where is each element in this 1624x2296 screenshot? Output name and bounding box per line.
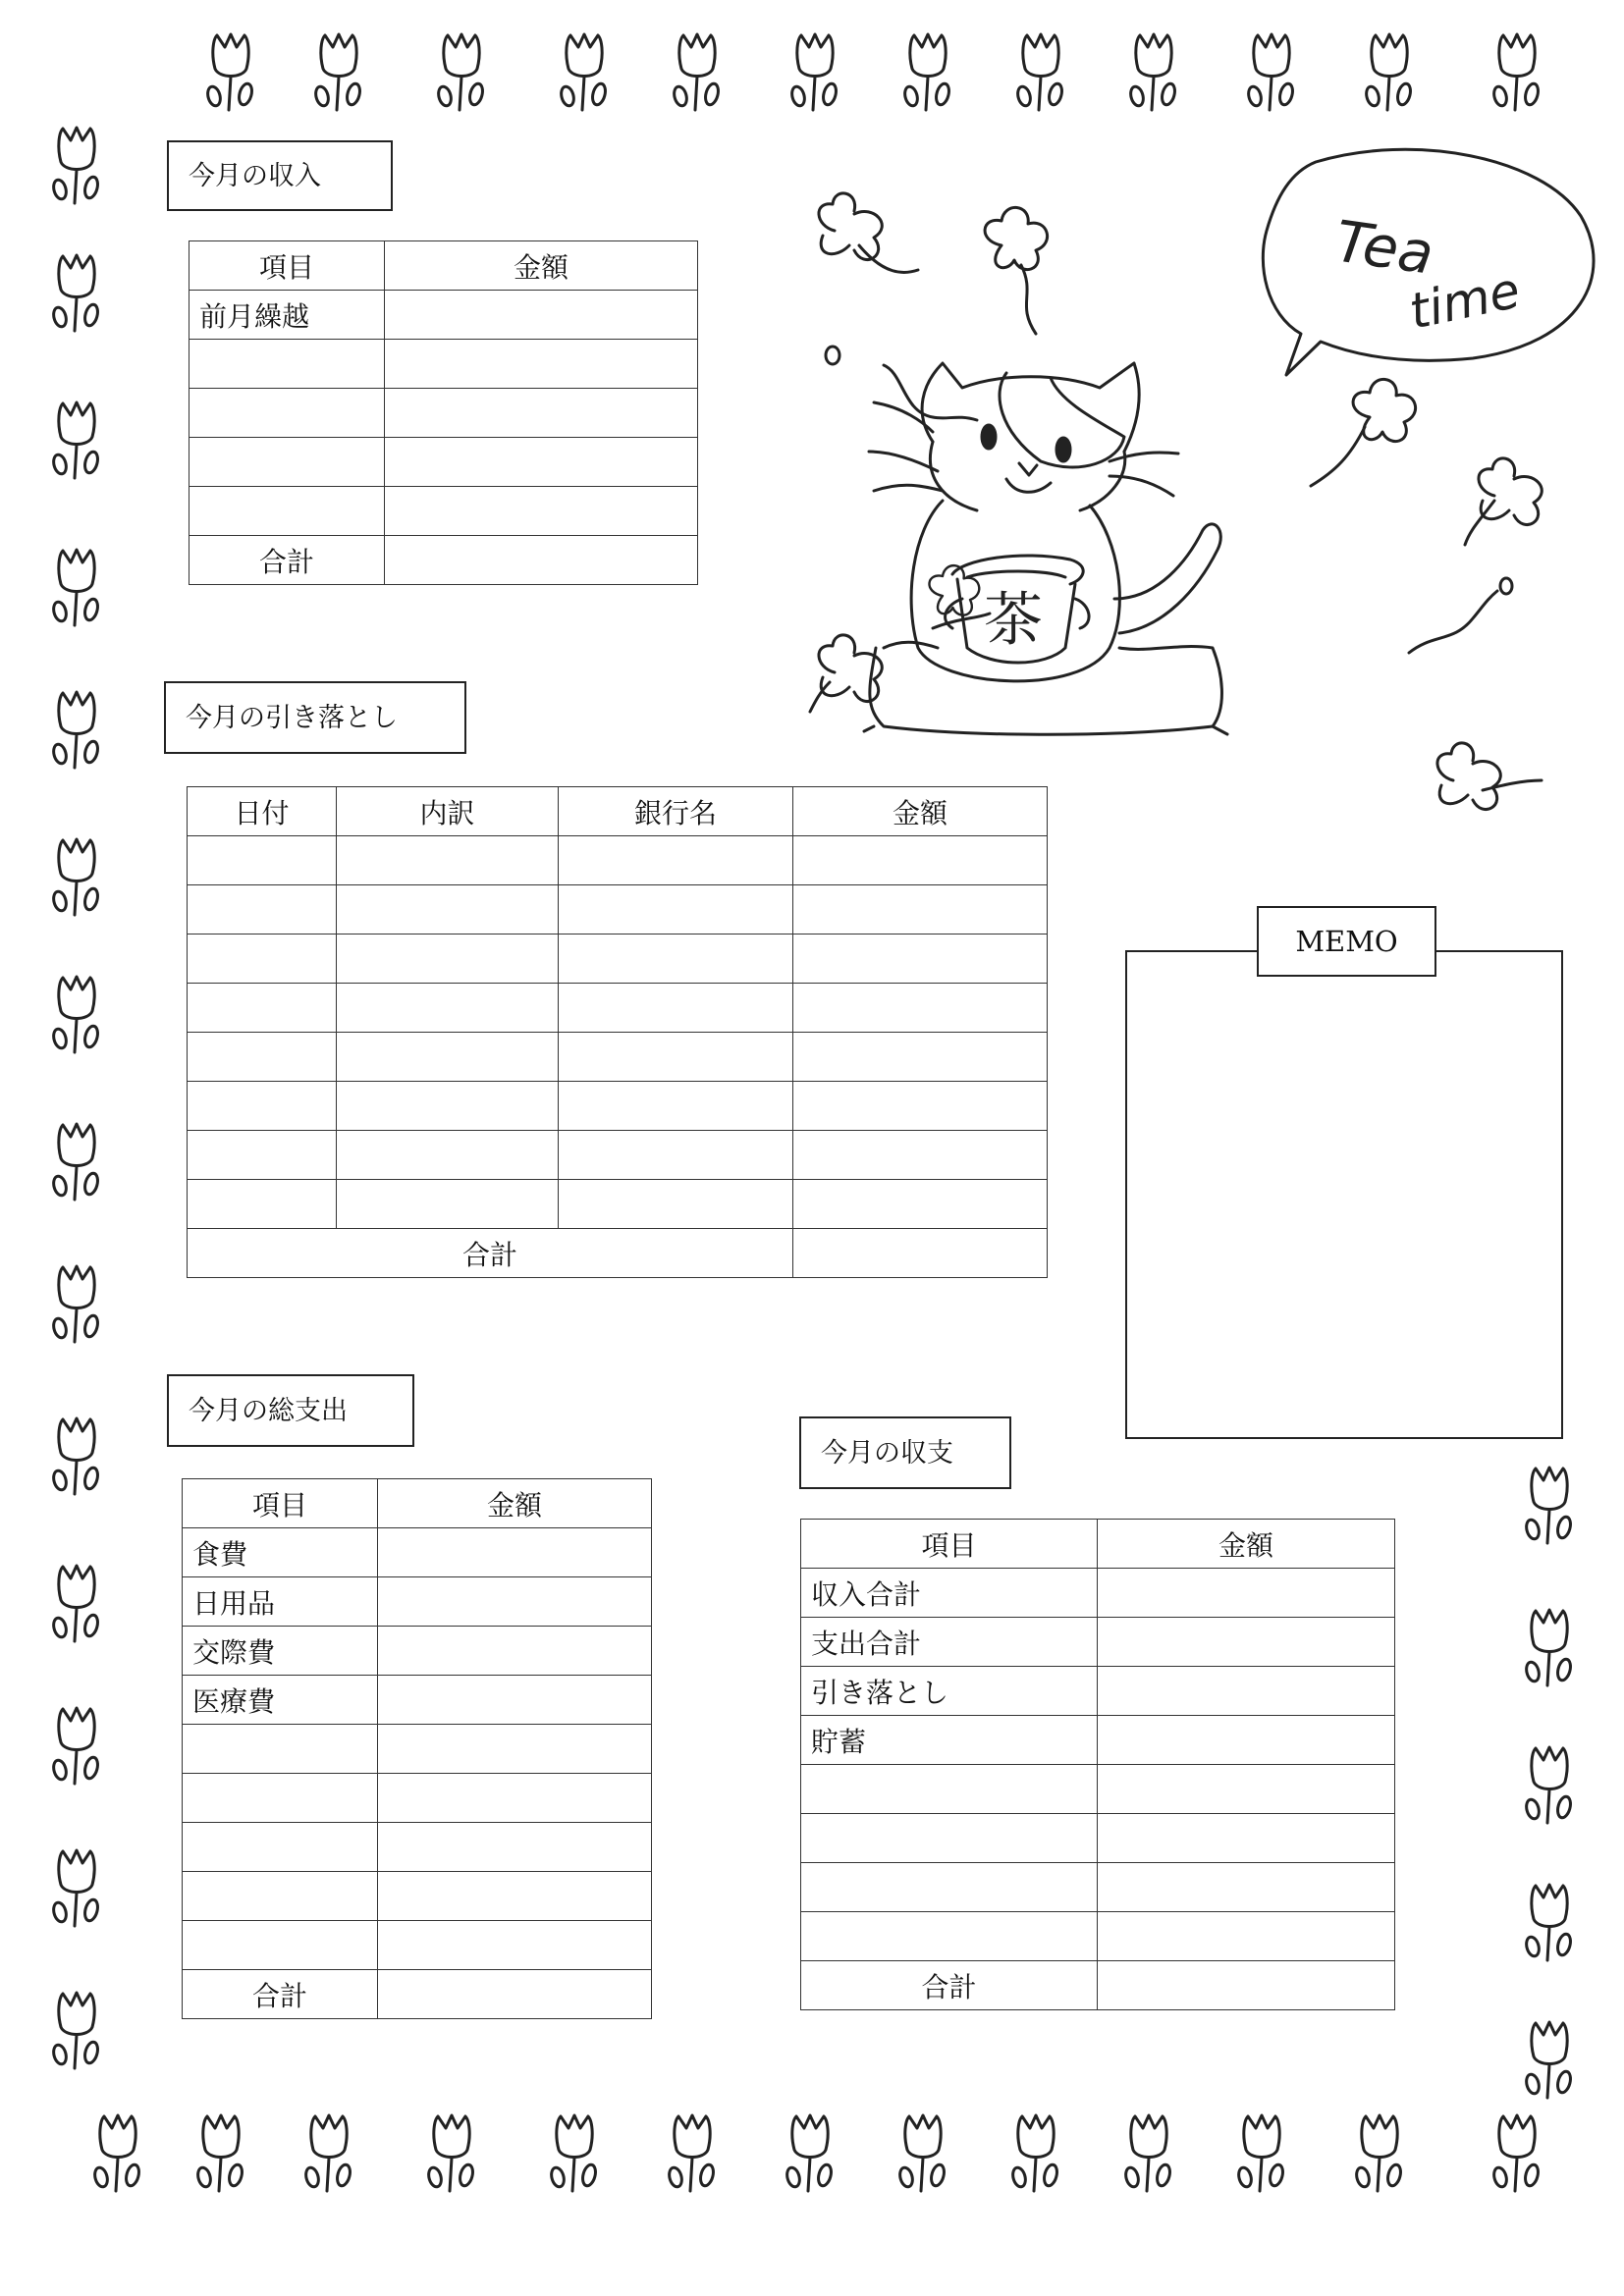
table-row [183, 1676, 652, 1725]
date-cell[interactable] [188, 836, 337, 885]
balance-rows [801, 1569, 1395, 1961]
bank-cell[interactable] [559, 984, 793, 1033]
bank-cell[interactable] [559, 934, 793, 984]
row-label: 日用品 [183, 1577, 378, 1627]
row-label[interactable] [801, 1814, 1098, 1863]
bubble-text-time: time [1404, 261, 1525, 341]
amount-cell[interactable] [378, 1774, 652, 1823]
bubble-text-tea: Tea [1331, 207, 1438, 288]
table-row [801, 1569, 1395, 1618]
total-row [188, 1229, 1048, 1278]
tulip-icon [781, 2110, 839, 2199]
tulip-icon [47, 972, 106, 1060]
row-label[interactable] [183, 1774, 378, 1823]
column-header-amount: 金額 [385, 241, 698, 291]
row-label[interactable] [183, 1921, 378, 1970]
amount-cell[interactable] [385, 291, 698, 340]
table-row [183, 1725, 652, 1774]
amount-cell[interactable] [1098, 1912, 1395, 1961]
tulip-icon [88, 2110, 147, 2199]
total-label: 合計 [189, 536, 385, 585]
column-header-amount: 金額 [793, 787, 1048, 836]
details-cell[interactable] [337, 1131, 559, 1180]
total-row [801, 1961, 1395, 2010]
date-cell[interactable] [188, 984, 337, 1033]
date-cell[interactable] [188, 934, 337, 984]
cup-character: 茶 [984, 586, 1043, 655]
table-row [188, 984, 1048, 1033]
clover-icon [819, 193, 918, 273]
tulip-icon [1488, 29, 1546, 118]
column-header-item: 項目 [801, 1520, 1098, 1569]
row-label[interactable] [801, 1863, 1098, 1912]
table-row [183, 1577, 652, 1627]
table-row [183, 1627, 652, 1676]
tulip-icon [47, 1703, 106, 1791]
tulip-icon [47, 545, 106, 633]
tulip-icon [893, 2110, 952, 2199]
column-header-amount: 金額 [1098, 1520, 1395, 1569]
bank-cell[interactable] [559, 885, 793, 934]
details-cell[interactable] [337, 1033, 559, 1082]
table-row [801, 1667, 1395, 1716]
bank-cell[interactable] [559, 1180, 793, 1229]
total-label: 合計 [188, 1229, 793, 1278]
table-row [189, 291, 698, 340]
tulip-icon [545, 2110, 604, 2199]
column-header-date: 日付 [188, 787, 337, 836]
date-cell[interactable] [188, 1131, 337, 1180]
table-header-row [801, 1520, 1395, 1569]
details-cell[interactable] [337, 885, 559, 934]
amount-cell[interactable] [793, 984, 1048, 1033]
details-cell[interactable] [337, 836, 559, 885]
column-header-bank: 銀行名 [559, 787, 793, 836]
total-row [189, 536, 698, 585]
tulip-icon [47, 1414, 106, 1502]
tulip-icon [432, 29, 491, 118]
amount-cell[interactable] [378, 1627, 652, 1676]
table-row [801, 1912, 1395, 1961]
date-cell[interactable] [188, 1033, 337, 1082]
tulip-icon [191, 2110, 250, 2199]
row-label: 交際費 [183, 1627, 378, 1676]
amount-cell[interactable] [793, 1131, 1048, 1180]
amount-cell[interactable] [793, 1180, 1048, 1229]
column-header-item: 項目 [183, 1479, 378, 1528]
income-table [189, 240, 698, 585]
tulip-icon [1520, 1605, 1579, 1693]
table-row [801, 1814, 1395, 1863]
details-cell[interactable] [337, 984, 559, 1033]
tulip-icon [1350, 2110, 1409, 2199]
row-label: 前月繰越 [189, 291, 385, 340]
tulip-icon [1011, 29, 1070, 118]
row-label[interactable] [189, 389, 385, 438]
table-row [188, 1082, 1048, 1131]
row-label[interactable] [801, 1912, 1098, 1961]
amount-cell[interactable] [1098, 1863, 1395, 1912]
table-row [801, 1618, 1395, 1667]
tulip-icon [555, 29, 614, 118]
expenses-section-label: 今月の総支出 [167, 1374, 414, 1447]
amount-cell[interactable] [1098, 1667, 1395, 1716]
flower-icon [1311, 379, 1416, 486]
tulip-icon [47, 1561, 106, 1649]
total-amount-cell[interactable] [385, 536, 698, 585]
tulip-icon [1232, 2110, 1291, 2199]
amount-cell[interactable] [378, 1921, 652, 1970]
row-label: 引き落とし [801, 1667, 1098, 1716]
details-cell[interactable] [337, 1082, 559, 1131]
bank-cell[interactable] [559, 1033, 793, 1082]
table-row [183, 1823, 652, 1872]
amount-cell[interactable] [1098, 1569, 1395, 1618]
table-row [183, 1921, 652, 1970]
table-row [183, 1528, 652, 1577]
table-row [801, 1863, 1395, 1912]
amount-cell[interactable] [385, 487, 698, 536]
table-row [183, 1774, 652, 1823]
amount-cell[interactable] [1098, 1814, 1395, 1863]
row-label: 医療費 [183, 1676, 378, 1725]
tulip-icon [1520, 1742, 1579, 1831]
table-row [801, 1765, 1395, 1814]
tulip-icon [47, 687, 106, 775]
tulip-icon [47, 834, 106, 923]
total-row [183, 1970, 652, 2019]
expenses-table [182, 1478, 652, 2019]
amount-cell[interactable] [378, 1725, 652, 1774]
details-cell[interactable] [337, 1180, 559, 1229]
row-label[interactable] [189, 438, 385, 487]
tulip-icon [47, 1119, 106, 1207]
bank-cell[interactable] [559, 836, 793, 885]
column-header-amount: 金額 [378, 1479, 652, 1528]
column-header-item: 項目 [189, 241, 385, 291]
total-label: 合計 [801, 1961, 1098, 2010]
clover-icon [1465, 458, 1542, 545]
income-section-label: 今月の収入 [167, 140, 393, 211]
tulip-icon [47, 1988, 106, 2076]
row-label: 食費 [183, 1528, 378, 1577]
date-cell[interactable] [188, 885, 337, 934]
bank-cell[interactable] [559, 1131, 793, 1180]
row-label[interactable] [183, 1823, 378, 1872]
table-row [189, 389, 698, 438]
flower-icon [985, 207, 1048, 334]
table-row [188, 1131, 1048, 1180]
tulip-icon [1124, 29, 1183, 118]
table-row [188, 1033, 1048, 1082]
tulip-icon [47, 1261, 106, 1350]
amount-cell[interactable] [385, 340, 698, 389]
row-label: 支出合計 [801, 1618, 1098, 1667]
row-label[interactable] [801, 1765, 1098, 1814]
row-label[interactable] [189, 487, 385, 536]
tulip-icon [299, 2110, 358, 2199]
date-cell[interactable] [188, 1180, 337, 1229]
row-label[interactable] [189, 340, 385, 389]
amount-cell[interactable] [378, 1823, 652, 1872]
tea-cup-icon [946, 556, 1089, 663]
amount-cell[interactable] [1098, 1765, 1395, 1814]
amount-cell[interactable] [793, 934, 1048, 984]
tulip-icon [1488, 2110, 1546, 2199]
total-label: 合計 [183, 1970, 378, 2019]
tulip-icon [1006, 2110, 1065, 2199]
table-row [188, 1180, 1048, 1229]
tulip-icon [898, 29, 957, 118]
table-row [188, 885, 1048, 934]
tulip-icon [201, 29, 260, 118]
table-row [189, 487, 698, 536]
expenses-rows [183, 1528, 652, 1970]
clover-icon [1437, 743, 1542, 810]
tulip-icon [1119, 2110, 1178, 2199]
details-cell[interactable] [337, 934, 559, 984]
row-label[interactable] [183, 1725, 378, 1774]
cat-tea-illustration [766, 137, 1620, 864]
balance-table [800, 1519, 1395, 2010]
table-header-row [189, 241, 698, 291]
memo-area[interactable] [1125, 950, 1563, 1439]
table-row [801, 1716, 1395, 1765]
row-label[interactable] [183, 1872, 378, 1921]
table-row [183, 1872, 652, 1921]
amount-cell[interactable] [378, 1528, 652, 1577]
amount-cell[interactable] [1098, 1618, 1395, 1667]
table-row [189, 340, 698, 389]
balance-section-label: 今月の収支 [799, 1416, 1011, 1489]
tulip-icon [422, 2110, 481, 2199]
amount-cell[interactable] [378, 1676, 652, 1725]
total-amount-cell[interactable] [378, 1970, 652, 2019]
row-label: 収入合計 [801, 1569, 1098, 1618]
tulip-icon [1520, 1880, 1579, 1968]
amount-cell[interactable] [378, 1872, 652, 1921]
tulip-icon [47, 1845, 106, 1934]
table-row [188, 934, 1048, 984]
amount-cell[interactable] [1098, 1716, 1395, 1765]
column-header-details: 内訳 [337, 787, 559, 836]
tulip-icon [1242, 29, 1301, 118]
tulip-icon [663, 2110, 722, 2199]
memo-label: MEMO [1257, 906, 1436, 977]
total-amount-cell[interactable] [793, 1229, 1048, 1278]
cat-eye [982, 425, 996, 449]
table-header-row [183, 1479, 652, 1528]
tulip-icon [1520, 2017, 1579, 2106]
amount-cell[interactable] [793, 885, 1048, 934]
amount-cell[interactable] [385, 438, 698, 487]
tulip-icon [47, 398, 106, 486]
tulip-icon [785, 29, 844, 118]
bank-cell[interactable] [559, 1082, 793, 1131]
withdrawal-section-label: 今月の引き落とし [164, 681, 466, 754]
tulip-icon [668, 29, 727, 118]
date-cell[interactable] [188, 1082, 337, 1131]
amount-cell[interactable] [385, 389, 698, 438]
tulip-icon [47, 250, 106, 339]
withdrawal-rows [188, 836, 1048, 1229]
cat-eye [1056, 438, 1070, 461]
tulip-icon [47, 123, 106, 211]
table-row [189, 438, 698, 487]
amount-cell[interactable] [793, 1082, 1048, 1131]
tulip-icon [1520, 1463, 1579, 1551]
tulip-icon [1360, 29, 1419, 118]
row-label: 貯蓄 [801, 1716, 1098, 1765]
amount-cell[interactable] [378, 1577, 652, 1627]
total-amount-cell[interactable] [1098, 1961, 1395, 2010]
cat-head [922, 363, 1139, 452]
tulip-icon [309, 29, 368, 118]
amount-cell[interactable] [793, 1033, 1048, 1082]
